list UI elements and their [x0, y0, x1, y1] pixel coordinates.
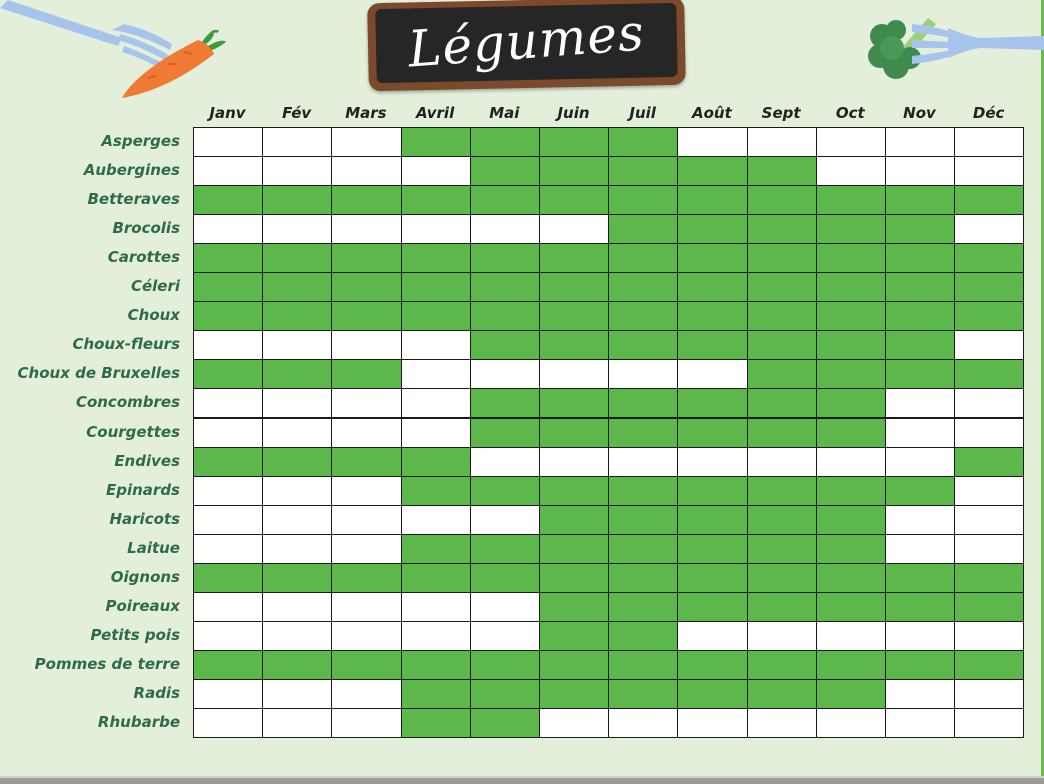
- month-header: Août: [692, 104, 732, 122]
- vegetable-label: Laitue: [127, 538, 180, 557]
- vegetable-label: Betteraves: [87, 190, 180, 209]
- season-cell-in-season: [331, 359, 401, 389]
- season-cell-in-season: [539, 679, 609, 709]
- season-cell-in-season: [885, 476, 955, 506]
- season-cell-off-season: [747, 127, 817, 157]
- season-cell-off-season: [331, 156, 401, 186]
- season-cell-off-season: [816, 156, 886, 186]
- season-cell-in-season: [816, 505, 886, 535]
- season-cell-off-season: [677, 359, 747, 389]
- season-cell-in-season: [816, 476, 886, 506]
- season-cell-in-season: [608, 563, 678, 593]
- season-cell-in-season: [747, 214, 817, 244]
- season-cell-in-season: [470, 330, 540, 360]
- season-cell-in-season: [401, 127, 471, 157]
- season-cell-off-season: [331, 476, 401, 506]
- season-cell-in-season: [885, 330, 955, 360]
- season-cell-off-season: [677, 447, 747, 477]
- page-title: Légumes: [406, 3, 647, 79]
- season-cell-in-season: [470, 534, 540, 564]
- season-cell-off-season: [193, 330, 263, 360]
- season-cell-in-season: [677, 505, 747, 535]
- season-cell-in-season: [608, 156, 678, 186]
- season-cell-in-season: [885, 243, 955, 273]
- season-cell-off-season: [608, 708, 678, 738]
- season-cell-in-season: [331, 301, 401, 331]
- season-cell-in-season: [470, 563, 540, 593]
- season-cell-off-season: [816, 447, 886, 477]
- season-cell-in-season: [539, 418, 609, 448]
- season-cell-off-season: [262, 708, 332, 738]
- season-cell-in-season: [885, 563, 955, 593]
- season-cell-in-season: [262, 243, 332, 273]
- season-cell-in-season: [816, 534, 886, 564]
- fork-icon: [912, 18, 1044, 64]
- season-cell-off-season: [262, 621, 332, 651]
- vegetable-label: Epinards: [106, 480, 180, 499]
- vegetable-label: Radis: [133, 683, 180, 702]
- season-cell-in-season: [331, 447, 401, 477]
- season-cell-in-season: [885, 214, 955, 244]
- vegetable-label: Brocolis: [112, 219, 180, 238]
- season-cell-off-season: [262, 476, 332, 506]
- season-cell-in-season: [677, 679, 747, 709]
- season-cell-in-season: [262, 447, 332, 477]
- season-cell-off-season: [954, 330, 1024, 360]
- vegetable-label: Choux: [127, 306, 180, 325]
- season-cell-off-season: [193, 592, 263, 622]
- season-cell-in-season: [470, 127, 540, 157]
- season-cell-off-season: [401, 388, 471, 418]
- season-cell-off-season: [470, 505, 540, 535]
- season-cell-in-season: [539, 592, 609, 622]
- season-cell-in-season: [608, 330, 678, 360]
- season-cell-in-season: [885, 592, 955, 622]
- season-cell-off-season: [816, 621, 886, 651]
- season-cell-off-season: [470, 592, 540, 622]
- season-cell-in-season: [331, 272, 401, 302]
- season-cell-off-season: [954, 708, 1024, 738]
- season-cell-in-season: [193, 359, 263, 389]
- season-cell-in-season: [608, 185, 678, 215]
- season-cell-in-season: [747, 476, 817, 506]
- month-header: Oct: [835, 104, 865, 122]
- season-cell-off-season: [331, 708, 401, 738]
- season-cell-in-season: [954, 243, 1024, 273]
- season-cell-in-season: [470, 156, 540, 186]
- season-cell-in-season: [539, 185, 609, 215]
- vegetable-label: Concombres: [75, 393, 180, 412]
- season-cell-in-season: [677, 650, 747, 680]
- season-cell-in-season: [747, 650, 817, 680]
- season-cell-in-season: [539, 650, 609, 680]
- season-cell-off-season: [331, 214, 401, 244]
- season-cell-in-season: [816, 185, 886, 215]
- season-cell-off-season: [885, 621, 955, 651]
- season-cell-in-season: [401, 447, 471, 477]
- season-cell-off-season: [331, 534, 401, 564]
- season-cell-off-season: [470, 214, 540, 244]
- season-cell-in-season: [747, 330, 817, 360]
- season-cell-in-season: [677, 214, 747, 244]
- season-cell-in-season: [608, 621, 678, 651]
- season-cell-off-season: [885, 388, 955, 418]
- season-cell-in-season: [747, 679, 817, 709]
- season-cell-in-season: [401, 243, 471, 273]
- season-cell-off-season: [885, 447, 955, 477]
- season-cell-in-season: [470, 388, 540, 418]
- season-cell-in-season: [677, 592, 747, 622]
- season-cell-in-season: [401, 534, 471, 564]
- season-cell-in-season: [677, 534, 747, 564]
- season-cell-in-season: [816, 359, 886, 389]
- season-cell-in-season: [470, 243, 540, 273]
- season-cell-off-season: [262, 505, 332, 535]
- season-cell-in-season: [954, 185, 1024, 215]
- season-cell-off-season: [954, 214, 1024, 244]
- month-header: Avril: [415, 104, 455, 122]
- season-cell-off-season: [193, 505, 263, 535]
- season-cell-off-season: [954, 476, 1024, 506]
- season-cell-in-season: [885, 359, 955, 389]
- season-cell-off-season: [401, 330, 471, 360]
- season-cell-off-season: [539, 359, 609, 389]
- season-cell-off-season: [539, 447, 609, 477]
- season-cell-in-season: [677, 330, 747, 360]
- season-cell-off-season: [608, 359, 678, 389]
- season-cell-off-season: [331, 621, 401, 651]
- season-cell-in-season: [401, 679, 471, 709]
- vegetable-label: Céleri: [130, 277, 180, 296]
- season-cell-in-season: [193, 272, 263, 302]
- season-cell-in-season: [539, 534, 609, 564]
- season-cell-in-season: [747, 388, 817, 418]
- season-cell-in-season: [747, 243, 817, 273]
- season-cell-off-season: [747, 447, 817, 477]
- season-cell-in-season: [193, 650, 263, 680]
- season-cell-off-season: [816, 708, 886, 738]
- vegetable-label: Petits pois: [90, 625, 180, 644]
- season-cell-in-season: [470, 418, 540, 448]
- season-cell-in-season: [954, 650, 1024, 680]
- season-cell-in-season: [470, 185, 540, 215]
- season-cell-in-season: [193, 563, 263, 593]
- season-cell-in-season: [539, 330, 609, 360]
- season-cell-in-season: [816, 418, 886, 448]
- season-cell-off-season: [331, 127, 401, 157]
- vegetable-label: Courgettes: [86, 422, 180, 441]
- season-cell-off-season: [262, 534, 332, 564]
- season-cell-off-season: [470, 621, 540, 651]
- season-cell-in-season: [677, 185, 747, 215]
- season-cell-in-season: [401, 708, 471, 738]
- season-cell-in-season: [954, 447, 1024, 477]
- season-cell-off-season: [954, 388, 1024, 418]
- season-cell-in-season: [747, 272, 817, 302]
- month-header: Nov: [903, 104, 936, 122]
- season-cell-in-season: [747, 185, 817, 215]
- month-header: Juil: [629, 104, 656, 122]
- season-cell-in-season: [470, 272, 540, 302]
- bottom-bar: [0, 778, 1044, 784]
- season-cell-in-season: [816, 330, 886, 360]
- season-cell-in-season: [401, 301, 471, 331]
- season-cell-in-season: [539, 301, 609, 331]
- season-cell-in-season: [193, 447, 263, 477]
- season-cell-off-season: [401, 214, 471, 244]
- season-cell-in-season: [608, 534, 678, 564]
- season-cell-in-season: [539, 272, 609, 302]
- season-cell-in-season: [470, 476, 540, 506]
- season-cell-in-season: [816, 388, 886, 418]
- season-cell-in-season: [816, 301, 886, 331]
- season-cell-off-season: [470, 359, 540, 389]
- season-cell-in-season: [608, 301, 678, 331]
- season-cell-in-season: [262, 359, 332, 389]
- season-cell-in-season: [608, 592, 678, 622]
- season-cell-off-season: [193, 534, 263, 564]
- season-cell-off-season: [262, 592, 332, 622]
- season-cell-off-season: [193, 708, 263, 738]
- vegetable-label: Rhubarbe: [97, 713, 180, 731]
- month-header: Juin: [557, 104, 590, 122]
- season-cell-off-season: [193, 156, 263, 186]
- season-cell-off-season: [677, 708, 747, 738]
- season-cell-in-season: [954, 359, 1024, 389]
- season-cell-off-season: [262, 330, 332, 360]
- season-cell-off-season: [193, 621, 263, 651]
- season-cell-off-season: [262, 156, 332, 186]
- month-header: Déc: [972, 104, 1005, 122]
- season-cell-in-season: [954, 563, 1024, 593]
- season-cell-in-season: [608, 679, 678, 709]
- season-cell-off-season: [262, 127, 332, 157]
- carrot-icon: [118, 30, 228, 102]
- vegetable-label: Aubergines: [83, 161, 180, 180]
- season-cell-off-season: [954, 418, 1024, 448]
- vegetable-label: Haricots: [109, 509, 180, 528]
- season-cell-off-season: [193, 476, 263, 506]
- season-cell-in-season: [470, 679, 540, 709]
- season-cell-in-season: [193, 301, 263, 331]
- season-cell-off-season: [331, 592, 401, 622]
- season-cell-in-season: [539, 156, 609, 186]
- season-cell-in-season: [331, 243, 401, 273]
- season-cell-in-season: [539, 505, 609, 535]
- season-cell-off-season: [954, 534, 1024, 564]
- season-cell-in-season: [608, 388, 678, 418]
- season-cell-off-season: [262, 214, 332, 244]
- chalkboard-surface: [375, 3, 677, 83]
- season-cell-off-season: [539, 708, 609, 738]
- season-cell-in-season: [539, 127, 609, 157]
- month-header: Fév: [282, 104, 312, 122]
- season-cell-in-season: [677, 476, 747, 506]
- season-cell-off-season: [885, 505, 955, 535]
- season-cell-off-season: [677, 127, 747, 157]
- season-cell-in-season: [747, 301, 817, 331]
- month-header: Janv: [209, 104, 246, 122]
- season-cell-off-season: [677, 621, 747, 651]
- season-cell-in-season: [816, 272, 886, 302]
- season-cell-off-season: [331, 418, 401, 448]
- vegetable-label: Choux de Bruxelles: [17, 364, 180, 383]
- season-cell-off-season: [816, 127, 886, 157]
- season-cell-in-season: [747, 156, 817, 186]
- season-cell-off-season: [954, 156, 1024, 186]
- season-cell-off-season: [262, 388, 332, 418]
- season-cell-in-season: [262, 272, 332, 302]
- season-cell-in-season: [539, 476, 609, 506]
- season-cell-in-season: [885, 272, 955, 302]
- season-cell-off-season: [954, 505, 1024, 535]
- vegetable-label: Choux-fleurs: [72, 335, 180, 354]
- season-cell-off-season: [539, 214, 609, 244]
- season-cell-in-season: [470, 708, 540, 738]
- season-cell-in-season: [539, 563, 609, 593]
- season-cell-in-season: [747, 534, 817, 564]
- season-cell-off-season: [193, 127, 263, 157]
- season-cell-off-season: [954, 679, 1024, 709]
- season-cell-off-season: [885, 418, 955, 448]
- season-cell-in-season: [677, 563, 747, 593]
- season-cell-off-season: [193, 418, 263, 448]
- season-cell-off-season: [608, 447, 678, 477]
- season-cell-in-season: [816, 592, 886, 622]
- season-cell-off-season: [401, 359, 471, 389]
- season-cell-in-season: [677, 301, 747, 331]
- season-cell-off-season: [193, 679, 263, 709]
- month-header: Mai: [489, 104, 520, 122]
- season-cell-in-season: [331, 185, 401, 215]
- season-cell-in-season: [747, 359, 817, 389]
- season-cell-off-season: [747, 708, 817, 738]
- season-cell-off-season: [401, 621, 471, 651]
- season-cell-in-season: [608, 650, 678, 680]
- season-cell-in-season: [262, 563, 332, 593]
- vegetable-label: Poireaux: [105, 596, 180, 615]
- vegetable-label: Carottes: [107, 248, 180, 267]
- season-cell-in-season: [539, 388, 609, 418]
- season-cell-in-season: [816, 243, 886, 273]
- season-cell-in-season: [193, 243, 263, 273]
- season-cell-off-season: [954, 621, 1024, 651]
- season-cell-in-season: [470, 301, 540, 331]
- season-cell-in-season: [470, 650, 540, 680]
- season-cell-off-season: [193, 388, 263, 418]
- season-cell-off-season: [401, 505, 471, 535]
- season-cell-in-season: [401, 563, 471, 593]
- season-cell-in-season: [747, 505, 817, 535]
- season-cell-off-season: [885, 127, 955, 157]
- season-cell-off-season: [262, 679, 332, 709]
- season-cell-off-season: [885, 534, 955, 564]
- season-cell-off-season: [262, 418, 332, 448]
- season-cell-in-season: [331, 650, 401, 680]
- season-cell-in-season: [954, 272, 1024, 302]
- season-cell-off-season: [885, 708, 955, 738]
- season-cell-off-season: [401, 156, 471, 186]
- season-cell-in-season: [608, 243, 678, 273]
- season-cell-in-season: [677, 156, 747, 186]
- season-cell-in-season: [331, 563, 401, 593]
- season-cell-in-season: [262, 650, 332, 680]
- season-cell-off-season: [954, 127, 1024, 157]
- season-cell-in-season: [608, 214, 678, 244]
- season-cell-in-season: [608, 476, 678, 506]
- season-cell-off-season: [331, 505, 401, 535]
- season-cell-in-season: [747, 563, 817, 593]
- season-cell-in-season: [401, 476, 471, 506]
- season-cell-in-season: [193, 185, 263, 215]
- season-cell-off-season: [331, 388, 401, 418]
- vegetable-label: Endives: [114, 451, 180, 470]
- season-cell-in-season: [401, 272, 471, 302]
- season-cell-off-season: [885, 679, 955, 709]
- season-cell-in-season: [816, 679, 886, 709]
- season-cell-in-season: [747, 418, 817, 448]
- vegetable-label: Oignons: [110, 567, 180, 586]
- season-cell-in-season: [539, 243, 609, 273]
- month-header: Mars: [345, 104, 387, 122]
- season-cell-off-season: [885, 156, 955, 186]
- season-cell-in-season: [608, 505, 678, 535]
- season-cell-in-season: [262, 301, 332, 331]
- season-cell-in-season: [747, 592, 817, 622]
- season-cell-off-season: [747, 621, 817, 651]
- season-cell-off-season: [193, 214, 263, 244]
- season-cell-in-season: [677, 418, 747, 448]
- season-cell-in-season: [539, 621, 609, 651]
- season-cell-in-season: [885, 301, 955, 331]
- vegetable-label: Pommes de terre: [34, 654, 180, 673]
- season-cell-in-season: [677, 388, 747, 418]
- season-cell-off-season: [470, 447, 540, 477]
- season-cell-in-season: [885, 650, 955, 680]
- season-cell-in-season: [608, 272, 678, 302]
- season-cell-in-season: [608, 418, 678, 448]
- vegetable-label: Asperges: [101, 132, 180, 150]
- season-cell-off-season: [401, 592, 471, 622]
- season-cell-off-season: [331, 330, 401, 360]
- season-cell-in-season: [677, 243, 747, 273]
- season-cell-off-season: [331, 679, 401, 709]
- season-cell-in-season: [677, 272, 747, 302]
- season-cell-in-season: [608, 127, 678, 157]
- season-cell-in-season: [816, 214, 886, 244]
- season-cell-off-season: [401, 418, 471, 448]
- season-cell-in-season: [954, 301, 1024, 331]
- season-cell-in-season: [954, 592, 1024, 622]
- season-cell-in-season: [262, 185, 332, 215]
- season-cell-in-season: [816, 563, 886, 593]
- month-header: Sept: [761, 104, 801, 122]
- season-cell-in-season: [401, 185, 471, 215]
- season-cell-in-season: [885, 185, 955, 215]
- title-chalkboard: [367, 0, 686, 91]
- season-cell-in-season: [816, 650, 886, 680]
- season-cell-in-season: [401, 650, 471, 680]
